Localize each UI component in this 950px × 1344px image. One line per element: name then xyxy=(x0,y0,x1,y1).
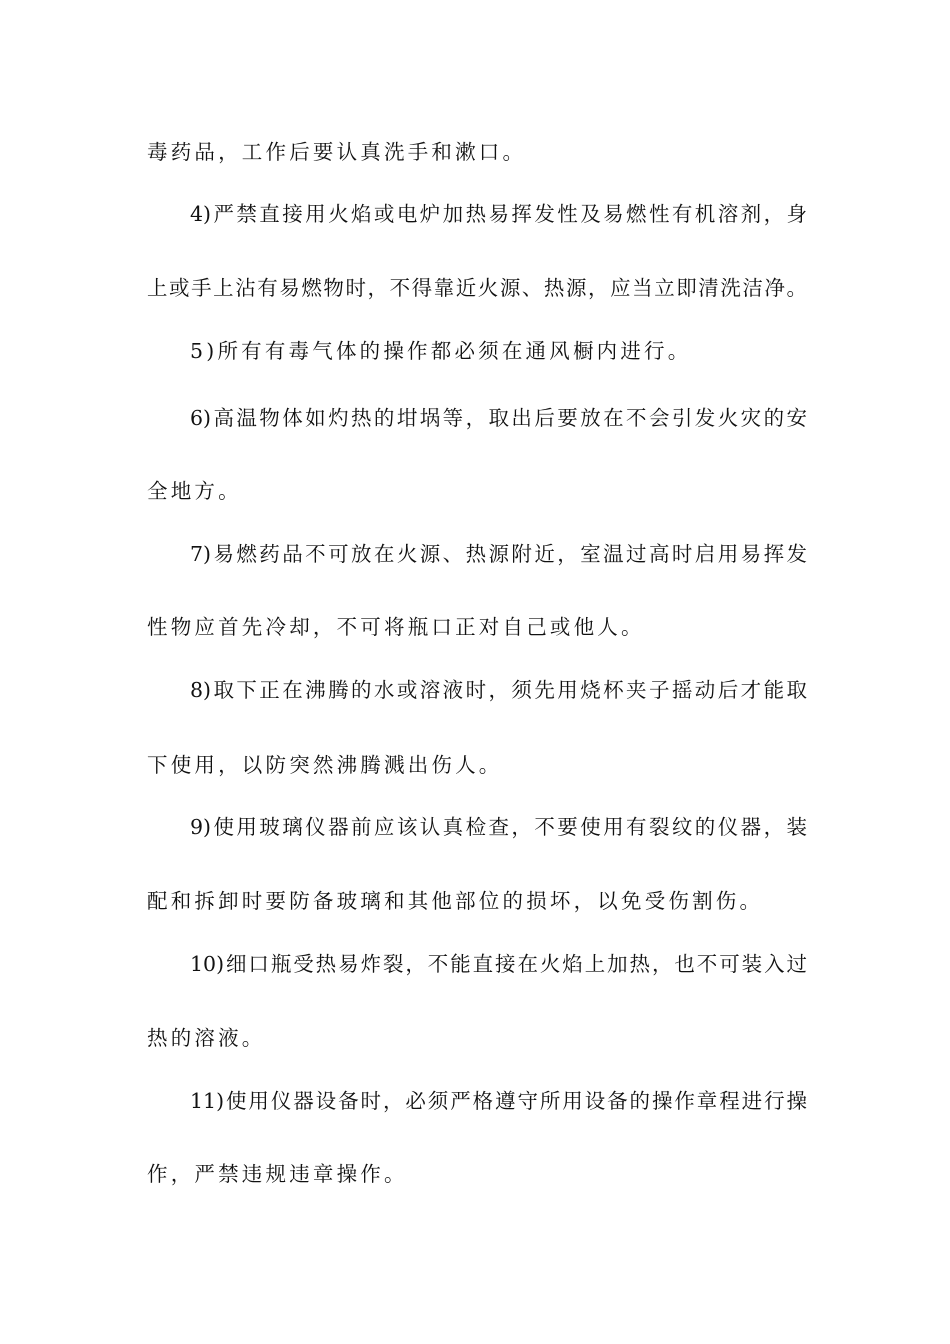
text-line-continuation: 毒药品，工作后要认真洗手和漱口。 xyxy=(147,140,527,164)
text-line-item-6: 6)高温物体如灼热的坩埚等，取出后要放在不会引发火灾的安 xyxy=(190,406,807,430)
text-line-item-8-cont: 下使用，以防突然沸腾溅出伤人。 xyxy=(147,753,503,777)
text-line-item-5: 5)所有有毒气体的操作都必须在通风橱内进行。 xyxy=(190,339,692,363)
text-line-item-11-cont: 作，严禁违规违章操作。 xyxy=(147,1162,408,1186)
text-line-item-11: 11)使用仪器设备时，必须严格遵守所用设备的操作章程进行操 xyxy=(190,1089,807,1113)
text-line-item-10: 10)细口瓶受热易炸裂，不能直接在火焰上加热，也不可装入过 xyxy=(190,952,807,976)
text-line-item-6-cont: 全地方。 xyxy=(147,479,242,503)
text-line-item-7: 7)易燃药品不可放在火源、热源附近，室温过高时启用易挥发 xyxy=(190,542,807,566)
text-line-item-9: 9)使用玻璃仪器前应该认真检查，不要使用有裂纹的仪器，装 xyxy=(190,815,807,839)
text-line-item-9-cont: 配和拆卸时要防备玻璃和其他部位的损坏，以免受伤割伤。 xyxy=(147,889,764,913)
text-line-item-4: 4)严禁直接用火焰或电炉加热易挥发性及易燃性有机溶剂，身 xyxy=(190,202,807,226)
text-line-item-8: 8)取下正在沸腾的水或溶液时，须先用烧杯夹子摇动后才能取 xyxy=(190,678,807,702)
text-line-item-4-cont: 上或手上沾有易燃物时，不得靠近火源、热源，应当立即清洗洁净。 xyxy=(147,276,807,300)
text-line-item-7-cont: 性物应首先冷却，不可将瓶口正对自己或他人。 xyxy=(147,615,645,639)
text-line-item-10-cont: 热的溶液。 xyxy=(147,1026,266,1050)
